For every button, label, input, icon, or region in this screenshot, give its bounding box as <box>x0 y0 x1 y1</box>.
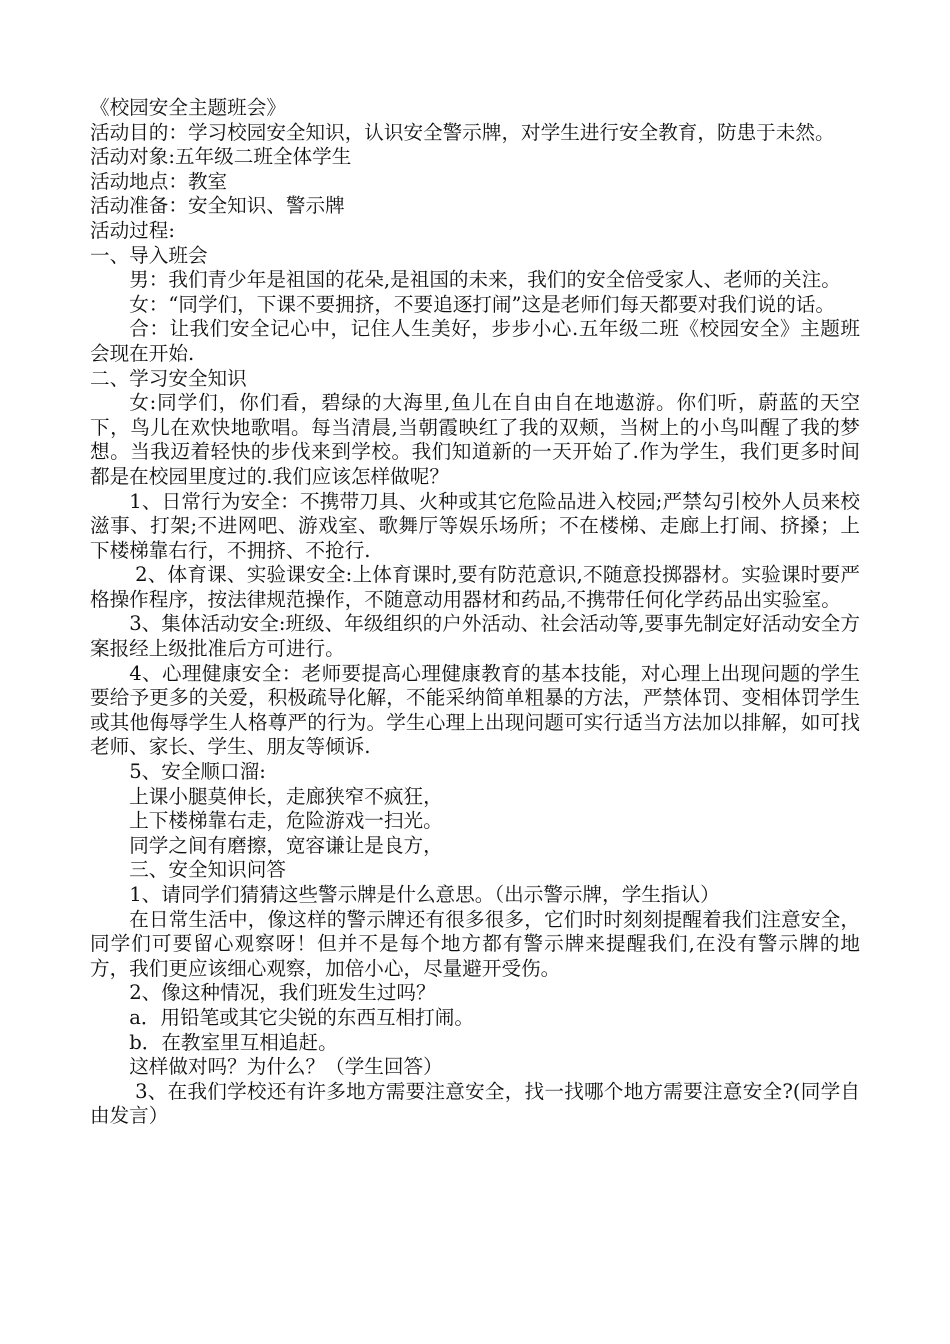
rhyme-line: 同学之间有磨擦，宽容谦让是良方， <box>129 833 443 857</box>
item-group-activity-safety: 3、集体活动安全:班级、年级组织的户外活动、社会活动等,要事先制定好活动安全方案报经上级批准后方可进行。 <box>90 612 860 661</box>
paragraph-female-host: 女：“同学们，下课不要拥挤，不要追逐打闹”这是老师们每天都要对我们说的话。 <box>129 292 836 316</box>
section-heading-intro: 一、导入班会 <box>90 243 208 267</box>
item-pe-lab-safety: 2、体育课、实验课安全:上体育课时,要有防范意识,不随意投掷器材。实验课时要严格操作程序，按法律规范操作，不随意动用器材和药品,不携带任何化学药品出实验室。 <box>90 563 860 611</box>
item-daily-safety: 1、日常行为安全：不携带刀具、火种或其它危险品进入校园;严禁勾引校外人员来校滋事、打架;不进网吧、游戏室、歌舞厅等娱乐场所；不在楼梯、走廊上打闹、挤搡；上下楼梯靠右行，不拥挤、不抢行. <box>90 489 860 562</box>
question-warning-signs: 1、请同学们猜猜这些警示牌是什么意思。（出示警示牌，学生指认） <box>129 883 720 906</box>
question-right-or-wrong: 这样做对吗？为什么？（学生回答） <box>129 1055 443 1079</box>
activity-preparation: 活动准备：安全知识、警示牌 <box>90 194 345 218</box>
paragraph-male-host: 男：我们青少年是祖国的花朵,是祖国的未来，我们的安全倍受家人、老师的关注。 <box>129 268 841 292</box>
document-page <box>90 96 860 1129</box>
paragraph-warning-signs: 在日常生活中，像这样的警示牌还有很多很多，它们时时刻刻提醒着我们注意安全，同学们可要留心观察呀！但并不是每个地方都有警示牌来提醒我们,在没有警示牌的地方，我们更应该细心观察，加倍小心，尽量避开受伤。 <box>90 907 860 980</box>
question-class-situation: 2、像这种情况，我们班发生过吗？ <box>129 981 436 1005</box>
paragraph-female-intro: 女:同学们，你们看，碧绿的大海里,鱼儿在自由自在地遨游。你们听，蔚蓝的天空下，鸟儿在欢快地歌唱。每当清晨,当朝霞映红了我的双颊，当树上的小鸟叫醒了我的梦想。当我迈着轻快的步伐来到学校。我们知道新的一天开始了.作为学生，我们更多时间都是在校园里度过的.我们应该怎样做呢？ <box>90 391 860 488</box>
question-school-places: 3、在我们学校还有许多地方需要注意安全，找一找哪个地方需要注意安全?(同学自由发言） <box>90 1079 860 1128</box>
section-heading-qa: 三、安全知识问答 <box>129 858 286 882</box>
activity-target: 活动对象:五年级二班全体学生 <box>90 145 352 169</box>
activity-process-heading: 活动过程: <box>90 218 175 242</box>
activity-purpose: 活动目的：学习校园安全知识，认识安全警示牌，对学生进行安全教育，防患于未然。 <box>90 120 835 144</box>
option-b: b．在教室里互相追赶。 <box>129 1030 338 1054</box>
rhyme-line: 上课小腿莫伸长，走廊狭窄不疯狂， <box>129 784 443 808</box>
section-heading-learn: 二、学习安全知识 <box>90 366 247 390</box>
item-safety-rhyme: 5、安全顺口溜: <box>129 760 266 784</box>
activity-location: 活动地点：教室 <box>90 169 228 193</box>
paragraph-together: 合：让我们安全记心中，记住人生美好，步步小心.五年级二班《校园安全》主题班会现在开始. <box>90 317 860 365</box>
document-title: 《校园安全主题班会》 <box>90 96 286 119</box>
item-mental-health-safety: 4、心理健康安全：老师要提高心理健康教育的基本技能，对心理上出现问题的学生要给予更多的关爱，积极疏导化解，不能采纳简单粗暴的方法，严禁体罚、变相体罚学生或其他侮辱学生人格尊严的行为。学生心理上出现问题可实行适当方法加以排解，如可找老师、家长、学生、朋友等倾诉. <box>90 661 860 759</box>
rhyme-line: 上下楼梯靠右走，危险游戏一扫光。 <box>129 809 443 833</box>
option-a: a．用铅笔或其它尖锐的东西互相打闹。 <box>129 1005 474 1029</box>
